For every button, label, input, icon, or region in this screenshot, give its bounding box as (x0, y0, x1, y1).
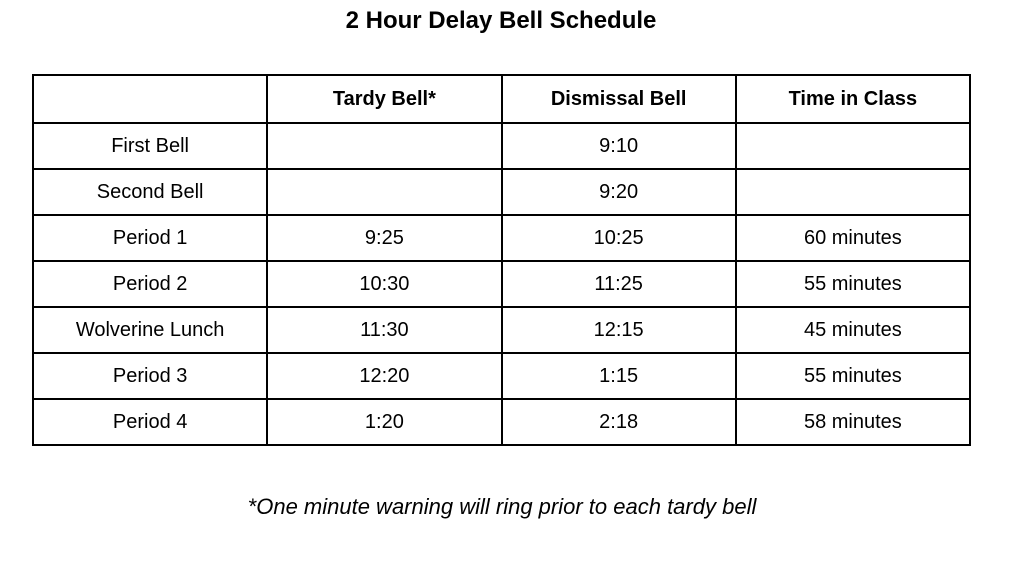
cell-tardy-bell: 10:30 (267, 261, 501, 307)
cell-tardy-bell (267, 123, 501, 169)
cell-time-in-class (736, 169, 970, 215)
cell-period: Wolverine Lunch (33, 307, 267, 353)
cell-tardy-bell: 1:20 (267, 399, 501, 445)
cell-dismissal-bell: 11:25 (502, 261, 736, 307)
cell-period: Second Bell (33, 169, 267, 215)
page-title: 2 Hour Delay Bell Schedule (345, 7, 657, 34)
cell-period: Period 4 (33, 399, 267, 445)
cell-tardy-bell (267, 169, 501, 215)
header-dismissal-bell: Dismissal Bell (502, 75, 736, 123)
table-row (33, 123, 970, 169)
cell-time-in-class: 55 minutes (736, 261, 970, 307)
cell-time-in-class: 55 minutes (736, 353, 970, 399)
table-header-row (33, 75, 970, 123)
cell-time-in-class (736, 123, 970, 169)
cell-tardy-bell: 12:20 (267, 353, 501, 399)
cell-period: Period 2 (33, 261, 267, 307)
cell-time-in-class: 60 minutes (736, 215, 970, 261)
cell-dismissal-bell: 1:15 (502, 353, 736, 399)
cell-period: Period 1 (33, 215, 267, 261)
table-row (33, 353, 970, 399)
cell-time-in-class: 45 minutes (736, 307, 970, 353)
table-row (33, 307, 970, 353)
cell-dismissal-bell: 9:10 (502, 123, 736, 169)
cell-dismissal-bell: 9:20 (502, 169, 736, 215)
cell-tardy-bell: 11:30 (267, 307, 501, 353)
cell-dismissal-bell: 12:15 (502, 307, 736, 353)
table-row (33, 215, 970, 261)
table-row (33, 261, 970, 307)
cell-tardy-bell: 9:25 (267, 215, 501, 261)
header-period (33, 75, 267, 123)
cell-dismissal-bell: 10:25 (502, 215, 736, 261)
cell-period: First Bell (33, 123, 267, 169)
bell-schedule-table (32, 74, 971, 446)
header-tardy-bell: Tardy Bell* (267, 75, 501, 123)
header-time-in-class: Time in Class (736, 75, 970, 123)
table-row (33, 399, 970, 445)
table-row (33, 169, 970, 215)
cell-period: Period 3 (33, 353, 267, 399)
footnote: *One minute warning will ring prior to each tardy bell (247, 494, 757, 519)
cell-time-in-class: 58 minutes (736, 399, 970, 445)
cell-dismissal-bell: 2:18 (502, 399, 736, 445)
